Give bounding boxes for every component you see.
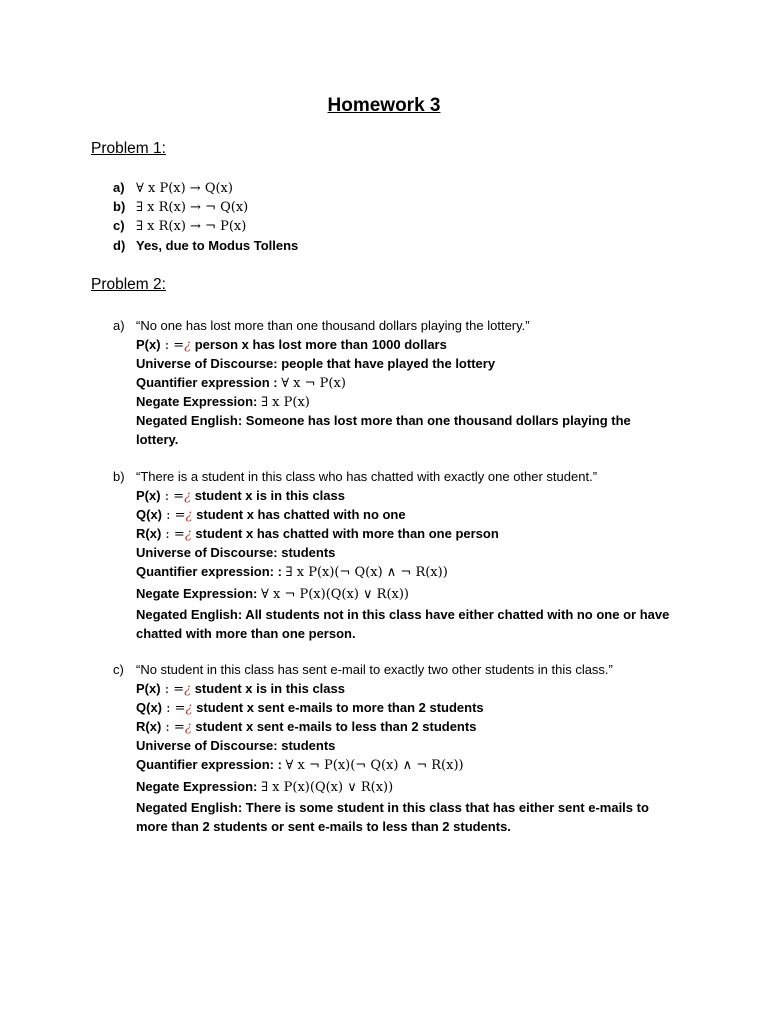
list-marker: c) — [113, 662, 124, 677]
formula: ∃ x R(x) → ¬ Q(x) — [136, 200, 249, 215]
list-marker: b) — [113, 199, 126, 214]
problem-1c-answer — [136, 216, 246, 236]
predicate-p-definition: P(x) : =¿ student x is in this class — [136, 681, 345, 697]
problem-2c-quote: “No student in this class has sent e-mail to exactly two other students in this class.” — [136, 662, 613, 677]
negated-english-line-1: Negated English: Someone has lost more than one thousand dollars playing the — [136, 413, 631, 428]
negated-english-line-2: chatted with more than one person. — [136, 626, 356, 641]
negated-english-line-2: lottery. — [136, 432, 179, 447]
universe-of-discourse: Universe of Discourse: students — [136, 738, 336, 753]
negate-expression: Negate Expression: ∀ x ¬ P(x)(Q(x) ∨ R(x)) — [136, 586, 410, 602]
quantifier-expression: Quantifier expression : ∀ x ¬ P(x) — [136, 375, 346, 391]
quantifier-expression: Quantifier expression: : ∃ x P(x)(¬ Q(x) ∧ ¬ R(x)) — [136, 564, 448, 580]
universe-of-discourse: Universe of Discourse: students — [136, 545, 336, 560]
negated-english-line-1: Negated English: There is some student in this class that has either sent e-mails to — [136, 800, 649, 815]
problem-1-heading: Problem 1: — [91, 140, 166, 157]
list-marker: d) — [113, 238, 126, 253]
negate-expression: Negate Expression: ∃ x P(x)(Q(x) ∨ R(x)) — [136, 779, 394, 795]
negated-english-line-2: more than 2 students or sent e-mails to less than 2 students. — [136, 819, 511, 834]
problem-2-heading: Problem 2: — [91, 276, 166, 293]
predicate-r-definition: R(x) : =¿ student x has chatted with more than one person — [136, 526, 499, 542]
predicate-p-definition: P(x) : =¿ person x has lost more than 1000 dollars — [136, 337, 447, 353]
problem-2b-quote: “There is a student in this class who has chatted with exactly one other student.” — [136, 469, 598, 484]
negate-expression: Negate Expression: ∃ x P(x) — [136, 394, 310, 410]
problem-1a-answer — [136, 178, 233, 198]
predicate-q-definition: Q(x) : =¿ student x sent e-mails to more than 2 students — [136, 700, 484, 716]
problem-1d-answer: Yes, due to Modus Tollens — [136, 238, 299, 253]
formula: ∀ x P(x) → Q(x) — [136, 181, 233, 196]
problem-1b-answer — [136, 197, 248, 217]
list-marker: c) — [113, 218, 125, 233]
quantifier-expression: Quantifier expression: : ∀ x ¬ P(x)(¬ Q(x) ∧ ¬ R(x)) — [136, 757, 464, 773]
predicate-p-definition: P(x) : =¿ student x is in this class — [136, 488, 345, 504]
list-marker: a) — [113, 180, 125, 195]
predicate-r-definition: R(x) : =¿ student x sent e-mails to less than 2 students — [136, 719, 477, 735]
negated-english-line-1: Negated English: All students not in this class have either chatted with no one or have — [136, 607, 670, 622]
formula: ∃ x R(x) → ¬ P(x) — [136, 219, 247, 234]
predicate-q-definition: Q(x) : =¿ student x has chatted with no one — [136, 507, 406, 523]
document-title: Homework 3 — [327, 95, 441, 116]
problem-2a-quote: “No one has lost more than one thousand dollars playing the lottery.” — [136, 318, 530, 333]
list-marker: a) — [113, 318, 125, 333]
list-marker: b) — [113, 469, 125, 484]
universe-of-discourse: Universe of Discourse: people that have played the lottery — [136, 356, 496, 371]
